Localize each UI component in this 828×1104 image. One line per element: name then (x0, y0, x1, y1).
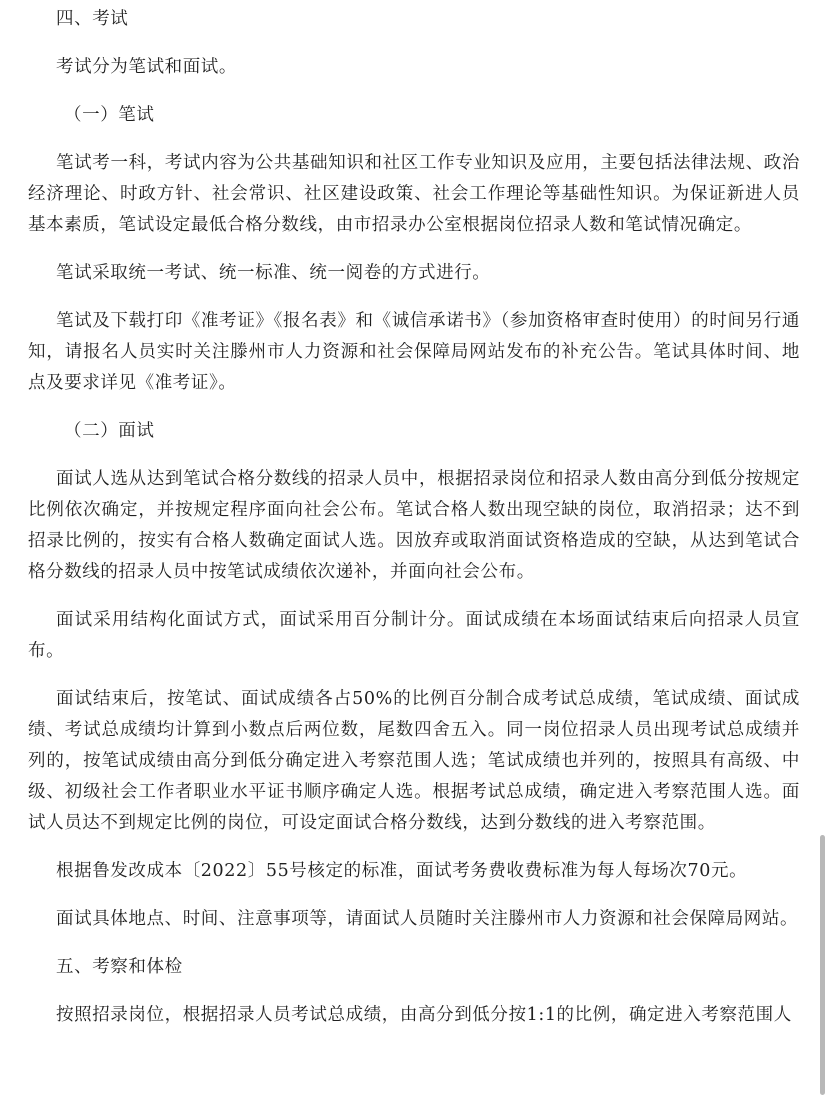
paragraph-interview-selection: 面试人选从达到笔试合格分数线的招录人员中，根据招录岗位和招录人数由高分到低分按规定比例依次确定，并按规定程序面向社会公布。笔试合格人数出现空缺的岗位，取消招录；达不到招录比例的，按实有合格人数确定面试人选。因放弃或取消面试资格造成的空缺，从达到笔试合格分数线的招录人员中按笔试成绩依次递补，并面向社会公布。 (28, 469, 800, 582)
paragraph-written-notice: 笔试及下载打印《准考证》《报名表》和《诚信承诺书》（参加资格审查时使用）的时间另行通知，请报名人员实时关注滕州市人力资源和社会保障局网站发布的补充公告。笔试具体时间、地点及要求详见《准考证》。 (28, 311, 800, 393)
section-heading-exam: 四、考试 (56, 9, 129, 29)
paragraph-inspection-intro: 按照招录岗位，根据招录人员考试总成绩，由高分到低分按1:1的比例，确定进入考察范围人 (56, 1005, 792, 1025)
paragraph-written-method: 笔试采取统一考试、统一标准、统一阅卷的方式进行。 (56, 263, 491, 283)
paragraph-written-content: 笔试考一科，考试内容为公共基础知识和社区工作专业知识及应用，主要包括法律法规、政治经济理论、时政方针、社会常识、社区建设政策、社会工作理论等基础性知识。为保证新进人员基本素质，笔试设定最低合格分数线，由市招录办公室根据岗位招录人数和笔试情况确定。 (28, 153, 800, 235)
vertical-scrollbar[interactable] (820, 835, 825, 1095)
paragraph-interview-method: 面试采用结构化面试方式，面试采用百分制计分。面试成绩在本场面试结束后向招录人员宣布。 (28, 610, 800, 661)
paragraph-interview-fee: 根据鲁发改成本〔2022〕55号核定的标准，面试考务费收费标准为每人每场次70元。 (56, 861, 748, 881)
paragraph-interview-notice: 面试具体地点、时间、注意事项等，请面试人员随时关注滕州市人力资源和社会保障局网站。 (56, 909, 799, 929)
paragraph-exam-intro: 考试分为笔试和面试。 (56, 57, 237, 77)
paragraph-total-score: 面试结束后，按笔试、面试成绩各占50%的比例百分制合成考试总成绩，笔试成绩、面试成绩、考试总成绩均计算到小数点后两位数，尾数四舍五入。同一岗位招录人员出现考试总成绩并列的，按笔试成绩由高分到低分确定进入考察范围人选；笔试成绩也并列的，按照具有高级、中级、初级社会工作者职业水平证书顺序确定人选。根据考试总成绩，确定进入考察范围人选。面试人员达不到规定比例的岗位，可设定面试合格分数线，达到分数线的进入考察范围。 (28, 689, 800, 833)
subheading-written-test: （一）笔试 (64, 105, 155, 125)
section-heading-inspection: 五、考察和体检 (56, 957, 183, 977)
subheading-interview: （二）面试 (64, 421, 155, 441)
